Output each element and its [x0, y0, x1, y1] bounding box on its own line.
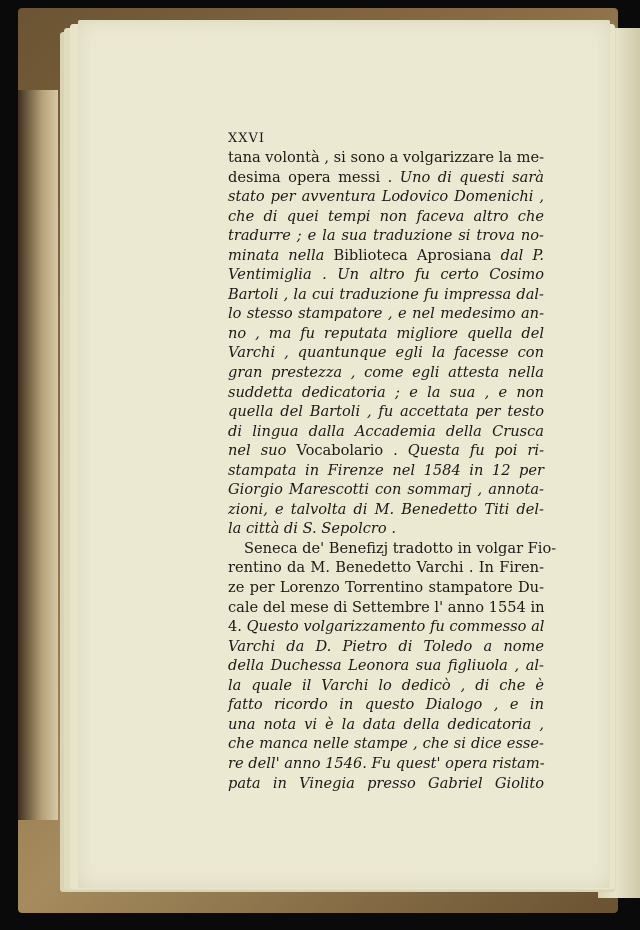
text-segment: desima opera messi . [228, 168, 400, 186]
text-line [228, 285, 544, 305]
text-line [228, 676, 544, 696]
text-line [228, 617, 544, 637]
text-segment: 4. [228, 618, 247, 636]
text-line [228, 363, 544, 383]
text-segment: zioni, e talvolta di M. Benedetto Titi del- [228, 500, 544, 518]
text-line [228, 637, 544, 657]
text-segment: una nota vi è la data della dedicatoria , [228, 715, 544, 733]
text-line [228, 265, 544, 285]
text-segment: ze per Lorenzo Torrentino stampatore Du- [228, 579, 544, 597]
text-line [228, 539, 557, 559]
text-segment: Bartoli , la cui traduzione fu impressa dal- [228, 285, 544, 303]
text-segment: che di quei tempi non faceva altro che [228, 207, 544, 225]
text-line [228, 558, 544, 578]
text-line [228, 754, 544, 774]
text-segment: Vocabolario . [296, 442, 408, 460]
text-segment: cale del mese di Settembre l' anno 1554 in [228, 598, 545, 616]
text-line [228, 324, 544, 344]
text-line [228, 148, 544, 168]
text-segment: tana volontà , si sono a volgarizzare la me- [228, 149, 545, 166]
text-segment: suddetta dedicatoria ; e la sua , e non [228, 383, 544, 401]
text-line [228, 304, 544, 324]
text-segment: Questa fu poi ri- [407, 442, 545, 460]
text-segment: minata nella [228, 246, 334, 264]
text-segment: la città di S. Sepolcro . [228, 520, 396, 538]
text-segment: rentino da M. Benedetto Varchi . In Firen- [228, 559, 544, 577]
text-segment: lo stesso stampatore , e nel medesimo an- [228, 305, 544, 323]
text-block [228, 131, 557, 793]
text-line [228, 226, 544, 246]
text-segment: fatto ricordo in questo Dialogo , e in [228, 696, 544, 714]
text-segment: di lingua dalla Accademia della Crusca [228, 422, 544, 440]
text-line [228, 246, 544, 266]
text-line [228, 715, 544, 735]
text-line [228, 598, 544, 618]
text-segment: tradurre ; e la sua traduzione si trova no- [228, 227, 544, 245]
text-segment: Biblioteca Aprosiana [333, 246, 492, 264]
text-line [228, 343, 544, 363]
text-segment: Giorgio Marescotti con sommarj , annota- [228, 481, 544, 499]
text-line [228, 480, 544, 500]
text-line [228, 441, 544, 461]
text-line [228, 383, 544, 403]
text-line [228, 402, 544, 422]
text-segment: Varchi , quantunque egli la facesse con [228, 344, 544, 362]
text-line [228, 695, 544, 715]
text-line [228, 519, 544, 539]
text-segment: che manca nelle stampe , che si dice esse- [228, 735, 544, 753]
text-segment: Varchi da D. Pietro di Toledo a nome [228, 637, 544, 655]
text-lines [228, 148, 557, 793]
text-line [228, 422, 544, 442]
text-segment: della Duchessa Leonora sua figliuola , al- [228, 657, 544, 675]
text-segment: Questo volgarizzamento fu commesso al [246, 618, 545, 636]
text-segment: stampata in Firenze nel 1584 in 12 per [228, 461, 544, 479]
text-segment: Uno di questi sarà [399, 168, 544, 186]
text-line [228, 461, 544, 481]
text-segment: gran prestezza , come egli attesta nella [228, 364, 544, 382]
text-line [228, 207, 544, 227]
text-segment: nel suo [228, 442, 297, 460]
text-line [228, 500, 544, 520]
text-segment: re dell' anno 1546. Fu quest' opera ristam- [228, 754, 545, 772]
text-line [228, 774, 544, 794]
text-segment: stato per avventura Lodovico Domenichi , [228, 188, 544, 206]
text-segment: Ventimiglia . Un altro fu certo Cosimo [228, 266, 544, 284]
text-line [228, 656, 544, 676]
text-segment: pata in Vinegia presso Gabriel Giolito [228, 774, 544, 792]
text-segment: quella del Bartoli , fu accettata per testo [228, 403, 544, 421]
text-line [228, 578, 544, 598]
text-segment: Seneca de' Benefizj tradotto in volgar Fio- [244, 539, 557, 557]
page-number-header: XXVI [228, 131, 266, 146]
text-line [228, 168, 544, 188]
text-segment: no , ma fu reputata migliore quella del [228, 324, 544, 342]
text-segment: la quale il Varchi lo dedicò , di che è [228, 676, 544, 694]
cover-inner-edge [18, 90, 58, 820]
text-line [228, 187, 544, 207]
text-line [228, 734, 544, 754]
text-segment: dal P. [491, 246, 544, 264]
